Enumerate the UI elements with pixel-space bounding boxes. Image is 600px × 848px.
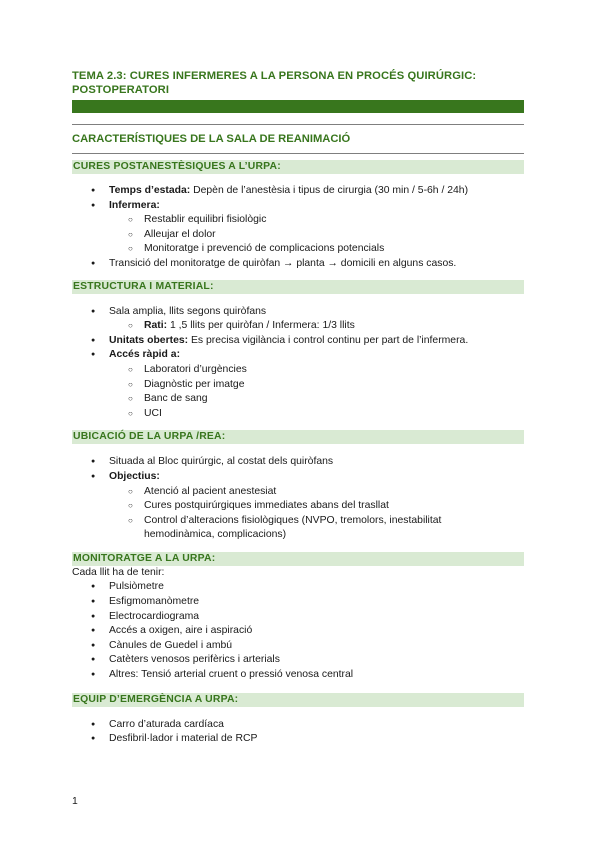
unitats-label: Unitats obertes: xyxy=(109,334,189,346)
list-item: ● Situada al Bloc quirúrgic, al costat dels quiròfans xyxy=(72,455,524,470)
rati-label: Rati: xyxy=(144,320,168,332)
list-estructura xyxy=(72,305,524,422)
list-item xyxy=(72,319,524,334)
list-item: ○ Monitoratge i prevenció de complicacions potencials xyxy=(72,242,524,257)
heading-estructura: ESTRUCTURA I MATERIAL: xyxy=(72,280,524,294)
divider xyxy=(72,153,524,154)
list-item: ○ Atenció al pacient anestesiat xyxy=(72,485,524,500)
temps-label: Temps d’estada: xyxy=(109,185,191,196)
monitoratge-intro: Cada llit ha de tenir: xyxy=(72,566,165,578)
list-item: ○ UCI xyxy=(72,407,524,422)
page-number: 1 xyxy=(72,796,78,807)
list-item: ● Transició del monitoratge de quiròfan → planta → domicili en alguns casos. xyxy=(72,257,524,272)
list-item xyxy=(72,184,524,199)
list-item: ● Altres: Tensió arterial cruent o pressió venosa central xyxy=(72,668,524,683)
list-item: ○ Control d’alteracions fisiològiques (NVPO, tremolors, inestabilitat xyxy=(72,514,524,529)
list-item-continuation: hemodinàmica, complicacions) xyxy=(144,529,287,541)
list-item: ○ Laboratori d’urgències xyxy=(72,363,524,378)
list-item: ● Esfigmomanòmetre xyxy=(72,595,524,610)
section-title: CARACTERÍSTIQUES DE LA SALA DE REANIMACIÓ xyxy=(72,133,351,145)
list-item: ○ Restablir equilibri fisiològic xyxy=(72,213,524,228)
document-title xyxy=(72,69,524,97)
temps-text: Depèn de l’anestèsia i tipus de cirurgia (30 min / 5-6h / 24h) xyxy=(190,185,469,196)
list-item: ● Electrocardiograma xyxy=(72,610,524,625)
list-item: ● Pulsiòmetre xyxy=(72,580,524,595)
list-cures xyxy=(72,184,524,272)
list-monitoratge xyxy=(72,580,524,682)
list-equip xyxy=(72,718,524,747)
heading-cures: CURES POSTANESTÈSIQUES A L’URPA: xyxy=(72,160,524,174)
infermera-label: ● Infermera: xyxy=(72,199,524,214)
list-item: ○ Banc de sang xyxy=(72,392,524,407)
title-line-2: POSTOPERATORI xyxy=(72,84,170,96)
heading-monitoratge: MONITORATGE A LA URPA: xyxy=(72,552,524,566)
list-item: ● Carro d’aturada cardíaca xyxy=(72,718,524,733)
list-item: ● Desfibril·lador i material de RCP xyxy=(72,732,524,747)
list-item: ● Cànules de Guedel i ambú xyxy=(72,639,524,654)
list-item: ● Sala amplia, llits segons quiròfans xyxy=(72,305,524,320)
acces-label: ● Accés ràpid a: xyxy=(72,348,524,363)
list-item xyxy=(72,334,524,349)
list-item: ○ Cures postquirúrgiques immediates abans del trasllat xyxy=(72,499,524,514)
rati-text: 1 ,5 llits per quiròfan / Infermera: 1/3 llits xyxy=(167,320,355,332)
title-line-1: TEMA 2.3: CURES INFERMERES A LA PERSONA EN PROCÉS QUIRÚRGIC: xyxy=(72,70,477,82)
document-page xyxy=(72,64,524,747)
objectius-label: ● Objectius: xyxy=(72,470,524,485)
heading-equip: EQUIP D’EMERGÈNCIA A URPA: xyxy=(72,693,524,707)
list-item: ○ Alleujar el dolor xyxy=(72,228,524,243)
list-ubicacio xyxy=(72,455,524,543)
list-item: ○ Diagnòstic per imatge xyxy=(72,378,524,393)
list-item: ● Catèters venosos perifèrics i arterials xyxy=(72,653,524,668)
title-bar xyxy=(72,100,524,113)
divider xyxy=(72,124,524,125)
list-item: ● Accés a oxigen, aire i aspiració xyxy=(72,624,524,639)
unitats-text: Es precisa vigilància i control continu per part de l’infermera. xyxy=(188,334,469,346)
heading-ubicacio: UBICACIÓ DE LA URPA /REA: xyxy=(72,430,524,444)
